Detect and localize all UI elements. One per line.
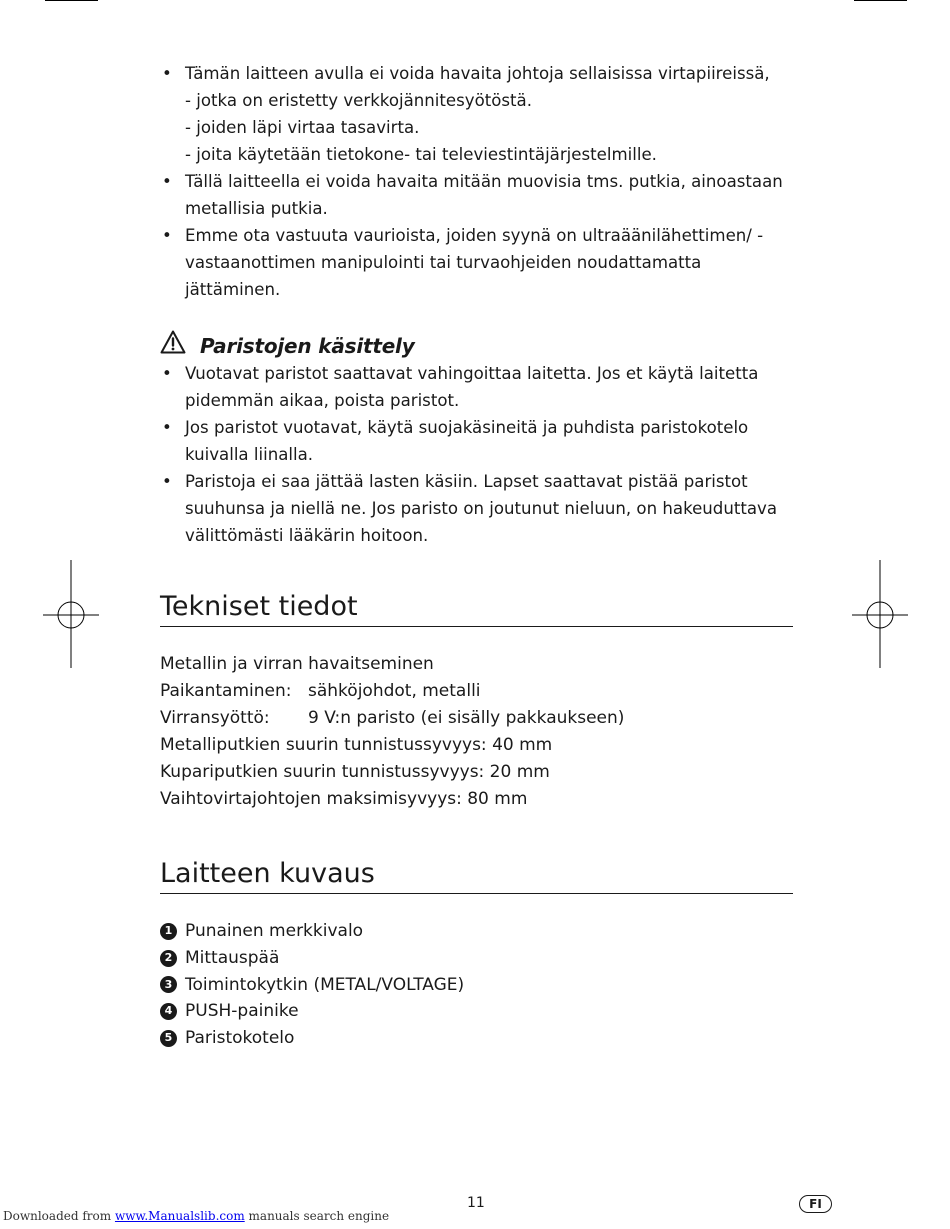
description-section-title: Laitteen kuvaus bbox=[160, 858, 793, 894]
spec-key: Paikantaminen: bbox=[160, 681, 292, 701]
page-number: 11 bbox=[467, 1195, 485, 1211]
spec-row bbox=[160, 678, 800, 705]
technical-spec-list bbox=[160, 651, 800, 813]
language-badge: FI bbox=[799, 1195, 832, 1213]
spec-value: sähköjohdot, metalli bbox=[308, 681, 481, 701]
spec-intro: Metallin ja virran havaitseminen bbox=[160, 654, 434, 674]
warning-triangle-icon bbox=[160, 330, 186, 354]
part-label: Mittauspää bbox=[185, 947, 280, 968]
list-item bbox=[160, 945, 800, 972]
footer-suffix: manuals search engine bbox=[248, 1209, 390, 1223]
list-item bbox=[160, 972, 800, 999]
spec-line: Vaihtovirtajohtojen maksimisyvyys: 80 mm bbox=[160, 789, 528, 809]
list-item bbox=[160, 60, 800, 168]
spec-key: Virransyöttö: bbox=[160, 708, 270, 728]
number-badge-icon: 1 bbox=[160, 923, 177, 940]
bullet-text: Tällä laitteella ei voida havaita mitään muovisia tms. putkia, ainoastaan metallisia putkia. bbox=[185, 172, 783, 218]
intro-bullet-list bbox=[160, 60, 800, 303]
battery-bullet-list bbox=[160, 360, 800, 549]
bullet-text: Emme ota vastuuta vaurioista, joiden syynä on ultraäänilähettimen/ -vastaanottimen manipulointi tai turvaohjeiden noudattamatta jättäminen. bbox=[185, 226, 764, 299]
list-item bbox=[160, 918, 800, 945]
list-item bbox=[160, 168, 800, 222]
bullet-text: Tämän laitteen avulla ei voida havaita johtoja sellaisissa virtapiireissä, bbox=[185, 64, 770, 83]
part-label: PUSH-painike bbox=[185, 1001, 299, 1022]
part-label: Paristokotelo bbox=[185, 1028, 295, 1049]
part-label: Punainen merkkivalo bbox=[185, 921, 364, 941]
list-item bbox=[160, 222, 800, 303]
list-item bbox=[160, 468, 800, 549]
spec-line: Metalliputkien suurin tunnistussyvyys: 40 mm bbox=[160, 735, 553, 755]
bullet-subline: - joita käytetään tietokone- tai televiestintäjärjestelmille. bbox=[185, 145, 657, 164]
list-item bbox=[160, 998, 800, 1025]
bullet-text: Jos paristot vuotavat, käytä suojakäsineitä ja puhdista paristokotelo kuivalla liinalla. bbox=[185, 418, 749, 464]
number-badge-icon: 5 bbox=[160, 1030, 177, 1047]
list-item bbox=[160, 414, 800, 468]
list-item bbox=[160, 360, 800, 414]
crop-mark-top-left bbox=[45, 0, 98, 1]
bullet-text: Vuotavat paristot saattavat vahingoittaa laitetta. Jos et käytä laitetta pidemmän aikaa, poista paristot. bbox=[185, 364, 759, 410]
registration-mark-right-icon bbox=[840, 560, 920, 670]
bullet-subline: - joiden läpi virtaa tasavirta. bbox=[185, 118, 420, 137]
manualslib-link[interactable]: www.Manualslib.com bbox=[114, 1209, 245, 1223]
number-badge-icon: 4 bbox=[160, 1003, 177, 1020]
number-badge-icon: 2 bbox=[160, 950, 177, 967]
number-badge-icon: 3 bbox=[160, 976, 177, 993]
bullet-text: Paristoja ei saa jättää lasten käsiin. Lapset saattavat pistää paristot suuhunsa ja niellä ne. Jos paristo on joutunut nieluun, on hakeuduttava välittömästi lääkärin hoitoon. bbox=[185, 472, 778, 545]
download-footer bbox=[3, 1209, 389, 1223]
device-parts-list bbox=[160, 918, 800, 1052]
battery-section-heading bbox=[160, 330, 800, 358]
list-item bbox=[160, 1025, 800, 1052]
registration-mark-left-icon bbox=[31, 560, 111, 670]
bullet-subline: - jotka on eristetty verkkojännitesyötöstä. bbox=[185, 91, 532, 110]
crop-mark-top-right bbox=[854, 0, 907, 1]
spec-row bbox=[160, 705, 800, 732]
spec-value: 9 V:n paristo (ei sisälly pakkaukseen) bbox=[308, 708, 625, 728]
spec-line: Kupariputkien suurin tunnistussyvyys: 20 mm bbox=[160, 762, 550, 782]
page-content bbox=[160, 60, 800, 1052]
part-label: Toimintokytkin (METAL/VOLTAGE) bbox=[185, 974, 465, 995]
technical-section-title: Tekniset tiedot bbox=[160, 591, 793, 627]
footer-prefix: Downloaded from bbox=[3, 1209, 112, 1223]
battery-section-title: Paristojen käsittely bbox=[200, 334, 415, 358]
